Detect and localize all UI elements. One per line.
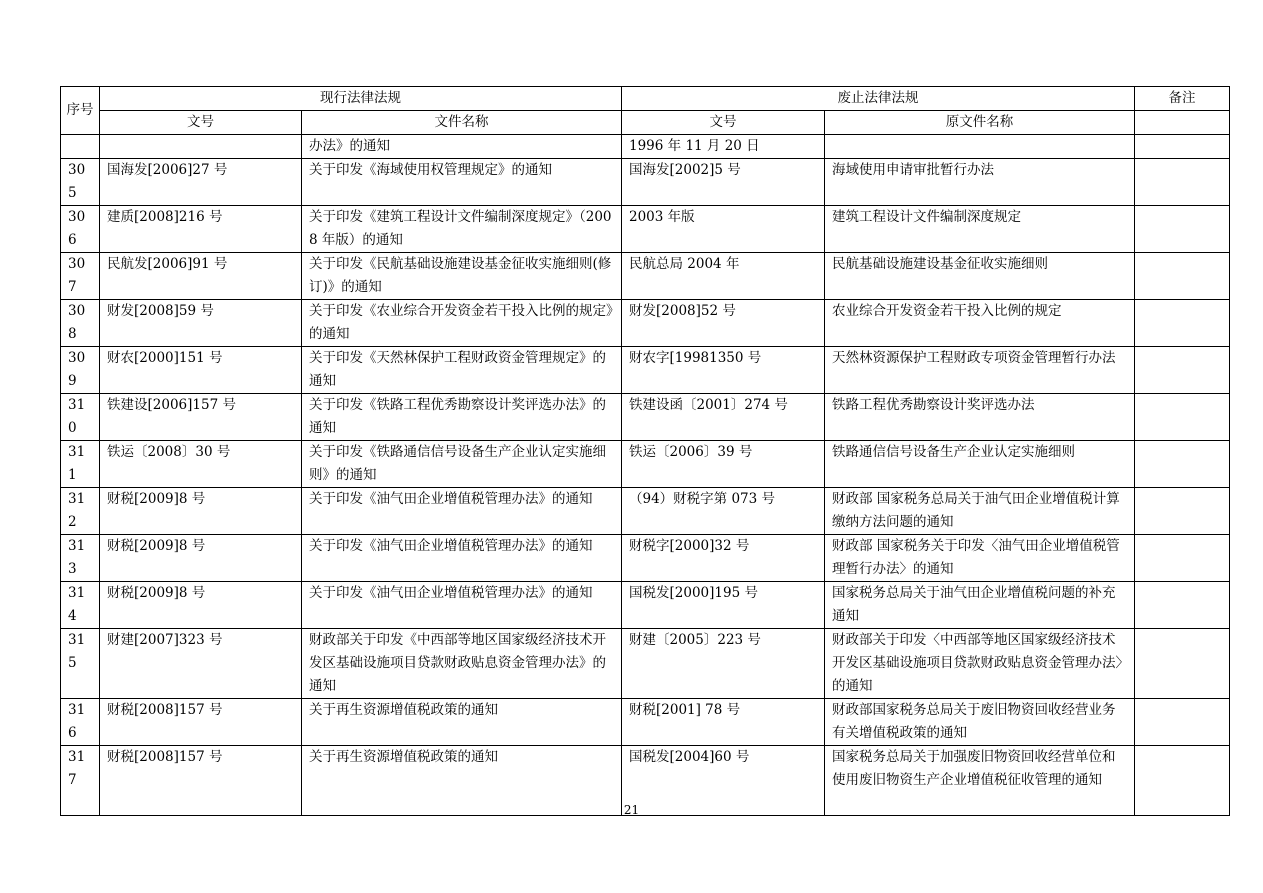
cell-remarks: [1135, 300, 1230, 347]
cell-current-name: 关于再生资源增值税政策的通知: [302, 746, 622, 816]
cell-repealed-no: 财税字[2000]32 号: [622, 535, 825, 582]
cell-repealed-no: 铁运〔2006〕39 号: [622, 441, 825, 488]
cell-current-no: 财建[2007]323 号: [100, 629, 302, 699]
cell-repealed-no: 财建〔2005〕223 号: [622, 629, 825, 699]
table-row: [61, 347, 1230, 394]
cell-current-name: 关于再生资源增值税政策的通知: [302, 699, 622, 746]
cell-remarks: [1135, 394, 1230, 441]
header-row-groups: [61, 87, 1230, 111]
cell-repealed-no: 财发[2008]52 号: [622, 300, 825, 347]
cell-seq: 309: [61, 347, 100, 394]
cell-current-name: 关于印发《铁路工程优秀勘察设计奖评选办法》的通知: [302, 394, 622, 441]
header-current-group: 现行法律法规: [100, 87, 622, 111]
cell-current-name: 财政部关于印发《中西部等地区国家级经济技术开发区基础设施项目贷款财政贴息资金管理办法》的通知: [302, 629, 622, 699]
cell-repealed-no: 1996 年 11 月 20 日: [622, 135, 825, 159]
cell-current-name: 关于印发《建筑工程设计文件编制深度规定》（2008 年版）的通知: [302, 206, 622, 253]
cell-remarks: [1135, 535, 1230, 582]
cell-seq: 314: [61, 582, 100, 629]
cell-remarks: [1135, 347, 1230, 394]
cell-current-no: 民航发[2006]91 号: [100, 253, 302, 300]
cell-current-name: 关于印发《油气田企业增值税管理办法》的通知: [302, 582, 622, 629]
table-row: [61, 488, 1230, 535]
cell-repealed-name: 财政部 国家税务总局关于油气田企业增值税计算缴纳方法问题的通知: [825, 488, 1135, 535]
cell-repealed-no: 铁建设函〔2001〕274 号: [622, 394, 825, 441]
cell-repealed-name: 海域使用申请审批暂行办法: [825, 159, 1135, 206]
cell-repealed-name: 国家税务总局关于加强废旧物资回收经营单位和使用废旧物资生产企业增值税征收管理的通知: [825, 746, 1135, 816]
cell-repealed-no: 财农字[19981350 号: [622, 347, 825, 394]
header-doc-no: 文号: [100, 111, 302, 135]
cell-repealed-name: 民航基础设施建设基金征收实施细则: [825, 253, 1135, 300]
cell-remarks: [1135, 441, 1230, 488]
cell-seq: [61, 135, 100, 159]
cell-current-no: 铁运〔2008〕30 号: [100, 441, 302, 488]
cell-repealed-name: 财政部国家税务总局关于废旧物资回收经营业务有关增值税政策的通知: [825, 699, 1135, 746]
table-row: [61, 699, 1230, 746]
cell-repealed-no: （94）财税字第 073 号: [622, 488, 825, 535]
cell-current-no: [100, 135, 302, 159]
table-row: [61, 394, 1230, 441]
cell-repealed-name: [825, 135, 1135, 159]
cell-remarks: [1135, 206, 1230, 253]
table-row: [61, 159, 1230, 206]
cell-seq: 306: [61, 206, 100, 253]
cell-current-no: 财农[2000]151 号: [100, 347, 302, 394]
cell-current-no: 财税[2008]157 号: [100, 699, 302, 746]
header-file-name: 文件名称: [302, 111, 622, 135]
header-row-columns: [61, 111, 1230, 135]
header-repealed-group: 废止法律法规: [622, 87, 1135, 111]
cell-current-name: 关于印发《民航基础设施建设基金征收实施细则(修订)》的通知: [302, 253, 622, 300]
cell-repealed-no: 国海发[2002]5 号: [622, 159, 825, 206]
cell-current-name: 关于印发《油气田企业增值税管理办法》的通知: [302, 488, 622, 535]
header-remarks-blank: [1135, 111, 1230, 135]
cell-current-name: 关于印发《农业综合开发资金若干投入比例的规定》的通知: [302, 300, 622, 347]
cell-seq: 307: [61, 253, 100, 300]
table-row: [61, 441, 1230, 488]
cell-repealed-name: 建筑工程设计文件编制深度规定: [825, 206, 1135, 253]
cell-current-no: 财税[2008]157 号: [100, 746, 302, 816]
cell-repealed-name: 铁路通信信号设备生产企业认定实施细则: [825, 441, 1135, 488]
header-seq: 序号: [61, 87, 100, 135]
cell-repealed-name: 农业综合开发资金若干投入比例的规定: [825, 300, 1135, 347]
table-row: [61, 629, 1230, 699]
table-row: [61, 535, 1230, 582]
cell-repealed-no: 国税发[2004]60 号: [622, 746, 825, 816]
cell-current-no: 财税[2009]8 号: [100, 535, 302, 582]
cell-current-no: 财发[2008]59 号: [100, 300, 302, 347]
cell-repealed-name: 铁路工程优秀勘察设计奖评选办法: [825, 394, 1135, 441]
cell-repealed-no: 财税[2001] 78 号: [622, 699, 825, 746]
cell-current-name: 关于印发《海域使用权管理规定》的通知: [302, 159, 622, 206]
cell-current-name: 办法》的通知: [302, 135, 622, 159]
cell-remarks: [1135, 488, 1230, 535]
cell-seq: 315: [61, 629, 100, 699]
table-row: [61, 253, 1230, 300]
cell-seq: 316: [61, 699, 100, 746]
cell-repealed-name: 财政部 国家税务关于印发〈油气田企业增值税管理暂行办法〉的通知: [825, 535, 1135, 582]
cell-seq: 312: [61, 488, 100, 535]
header-repealed-doc-no: 文号: [622, 111, 825, 135]
cell-repealed-no: 国税发[2000]195 号: [622, 582, 825, 629]
cell-remarks: [1135, 629, 1230, 699]
cell-seq: 305: [61, 159, 100, 206]
cell-current-no: 铁建设[2006]157 号: [100, 394, 302, 441]
cell-repealed-no: 民航总局 2004 年: [622, 253, 825, 300]
cell-repealed-no: 2003 年版: [622, 206, 825, 253]
page-number: 21: [623, 803, 640, 817]
cell-seq: 313: [61, 535, 100, 582]
cell-current-name: 关于印发《天然林保护工程财政资金管理规定》的通知: [302, 347, 622, 394]
table-row: [61, 300, 1230, 347]
cell-current-no: 建质[2008]216 号: [100, 206, 302, 253]
cell-current-no: 财税[2009]8 号: [100, 488, 302, 535]
cell-seq: 317: [61, 746, 100, 816]
cell-repealed-name: 国家税务总局关于油气田企业增值税问题的补充通知: [825, 582, 1135, 629]
regulations-table: [60, 86, 1230, 816]
cell-remarks: [1135, 582, 1230, 629]
table-row: [61, 135, 1230, 159]
cell-current-no: 财税[2009]8 号: [100, 582, 302, 629]
cell-seq: 311: [61, 441, 100, 488]
table-row: [61, 582, 1230, 629]
cell-remarks: [1135, 135, 1230, 159]
cell-current-no: 国海发[2006]27 号: [100, 159, 302, 206]
header-original-file-name: 原文件名称: [825, 111, 1135, 135]
cell-remarks: [1135, 159, 1230, 206]
cell-seq: 308: [61, 300, 100, 347]
cell-current-name: 关于印发《铁路通信信号设备生产企业认定实施细则》的通知: [302, 441, 622, 488]
header-remarks: 备注: [1135, 87, 1230, 111]
cell-remarks: [1135, 253, 1230, 300]
cell-current-name: 关于印发《油气田企业增值税管理办法》的通知: [302, 535, 622, 582]
table-row: [61, 206, 1230, 253]
cell-remarks: [1135, 699, 1230, 746]
cell-repealed-name: 天然林资源保护工程财政专项资金管理暂行办法: [825, 347, 1135, 394]
cell-repealed-name: 财政部关于印发〈中西部等地区国家级经济技术开发区基础设施项目贷款财政贴息资金管理办法〉的通知: [825, 629, 1135, 699]
cell-seq: 310: [61, 394, 100, 441]
